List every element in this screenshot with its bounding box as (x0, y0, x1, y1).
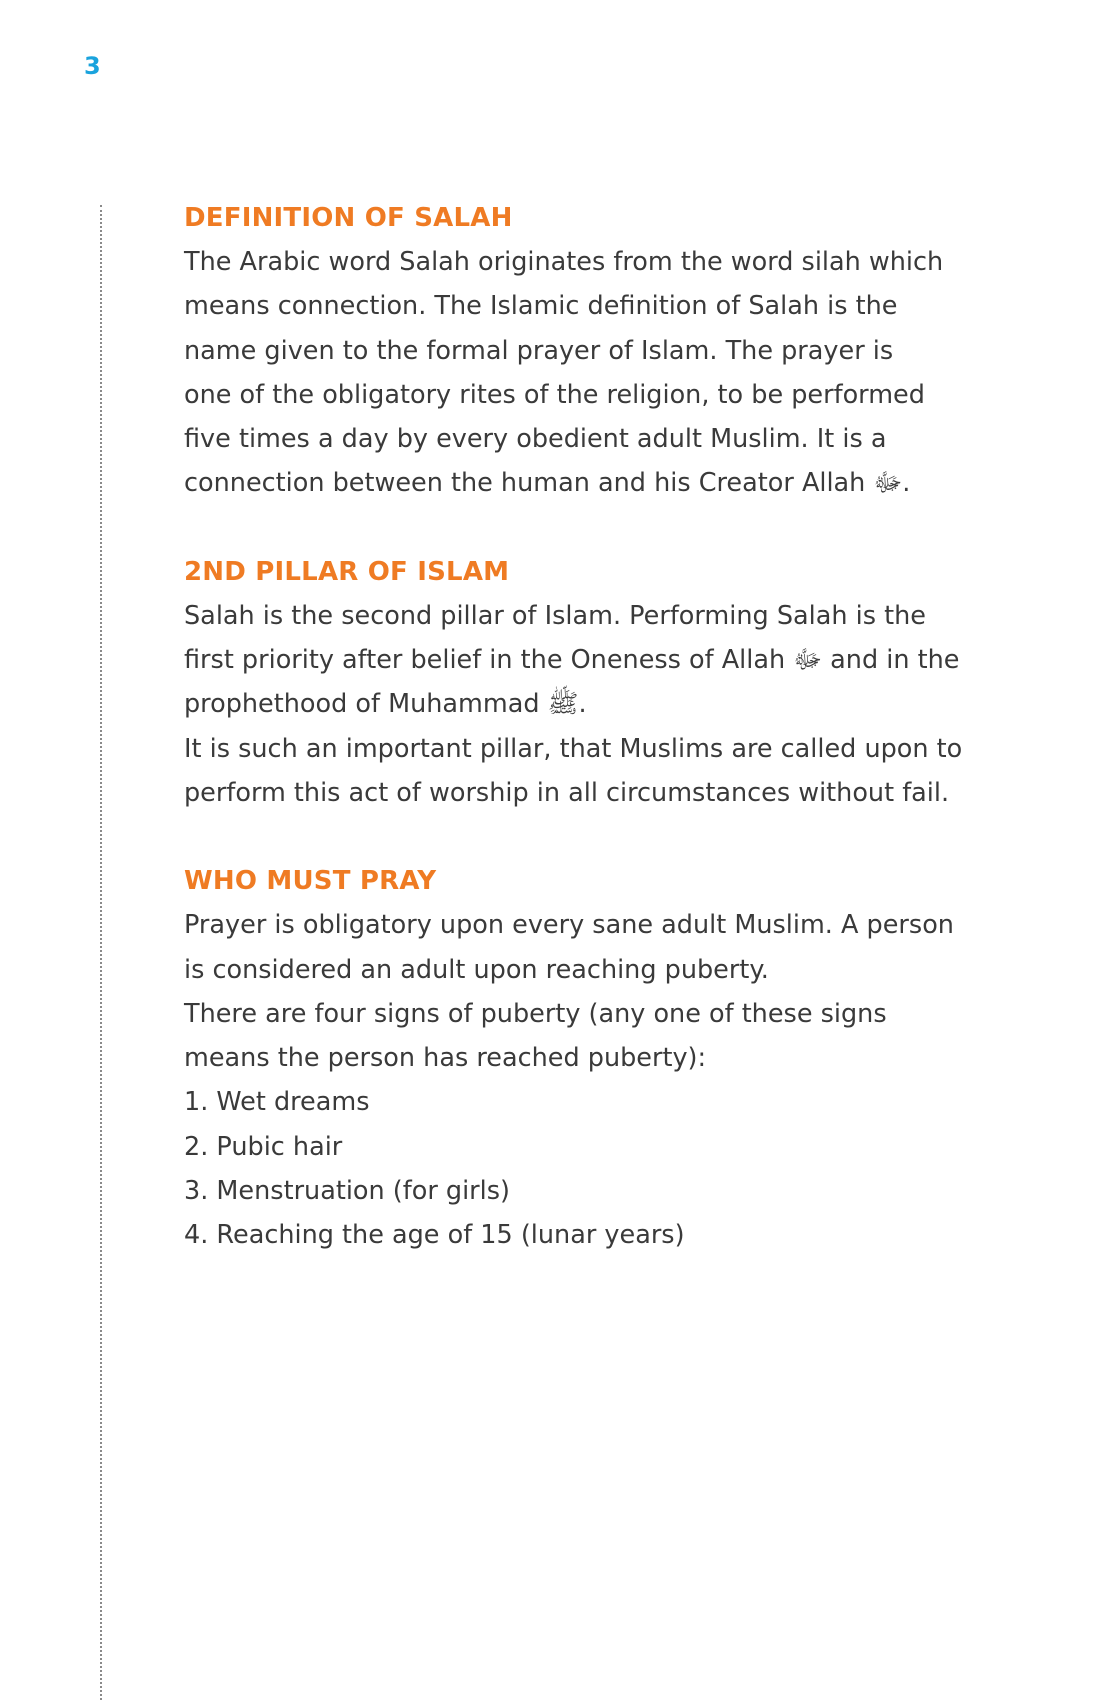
text-line: The Arabic word Salah originates from the word silah which (184, 247, 944, 277)
text-line: It is such an important pillar, that Muslims are called upon to (184, 733, 963, 764)
text-line: means connection. The Islamic definition of Salah is the (184, 291, 898, 322)
text-line: five times a day by every obedient adult Muslim. It is a (184, 424, 887, 455)
text-line: is considered an adult upon reaching puberty. (184, 954, 769, 985)
text-line: There are four signs of puberty (any one of these signs (184, 998, 887, 1029)
text-line: first priority after belief in the Oneness of Allah ﷻ and in the (184, 645, 960, 676)
dotted-margin-rule (100, 205, 102, 1700)
section-2nd-pillar-of-islam (184, 550, 974, 815)
section-heading: DEFINITION OF SALAH (184, 203, 513, 233)
text-line: prophethood of Muhammad ﷺ. (184, 689, 587, 720)
page-content (184, 196, 974, 1302)
list-item: 3. Menstruation (for girls) (184, 1176, 510, 1207)
text-line: means the person has reached puberty): (184, 1043, 707, 1074)
section-who-must-pray (184, 859, 974, 1257)
text-line: Prayer is obligatory upon every sane adult Muslim. A person (184, 910, 954, 941)
text-line: one of the obligatory rites of the religion, to be performed (184, 379, 925, 410)
section-heading: WHO MUST PRAY (184, 866, 437, 897)
section-definition-of-salah (184, 196, 974, 506)
list-item: 2. Pubic hair (184, 1131, 343, 1162)
section-heading: 2ND PILLAR OF ISLAM (184, 556, 510, 587)
page-number: 3 (84, 52, 101, 80)
list-item: 4. Reaching the age of 15 (lunar years) (184, 1220, 685, 1251)
text-line: connection between the human and his Creator Allah ﷻ. (184, 468, 911, 499)
list-item: 1. Wet dreams (184, 1087, 370, 1118)
text-line: name given to the formal prayer of Islam. The prayer is (184, 335, 894, 366)
text-line: perform this act of worship in all circumstances without fail. (184, 777, 950, 808)
text-line: Salah is the second pillar of Islam. Performing Salah is the (184, 600, 926, 631)
